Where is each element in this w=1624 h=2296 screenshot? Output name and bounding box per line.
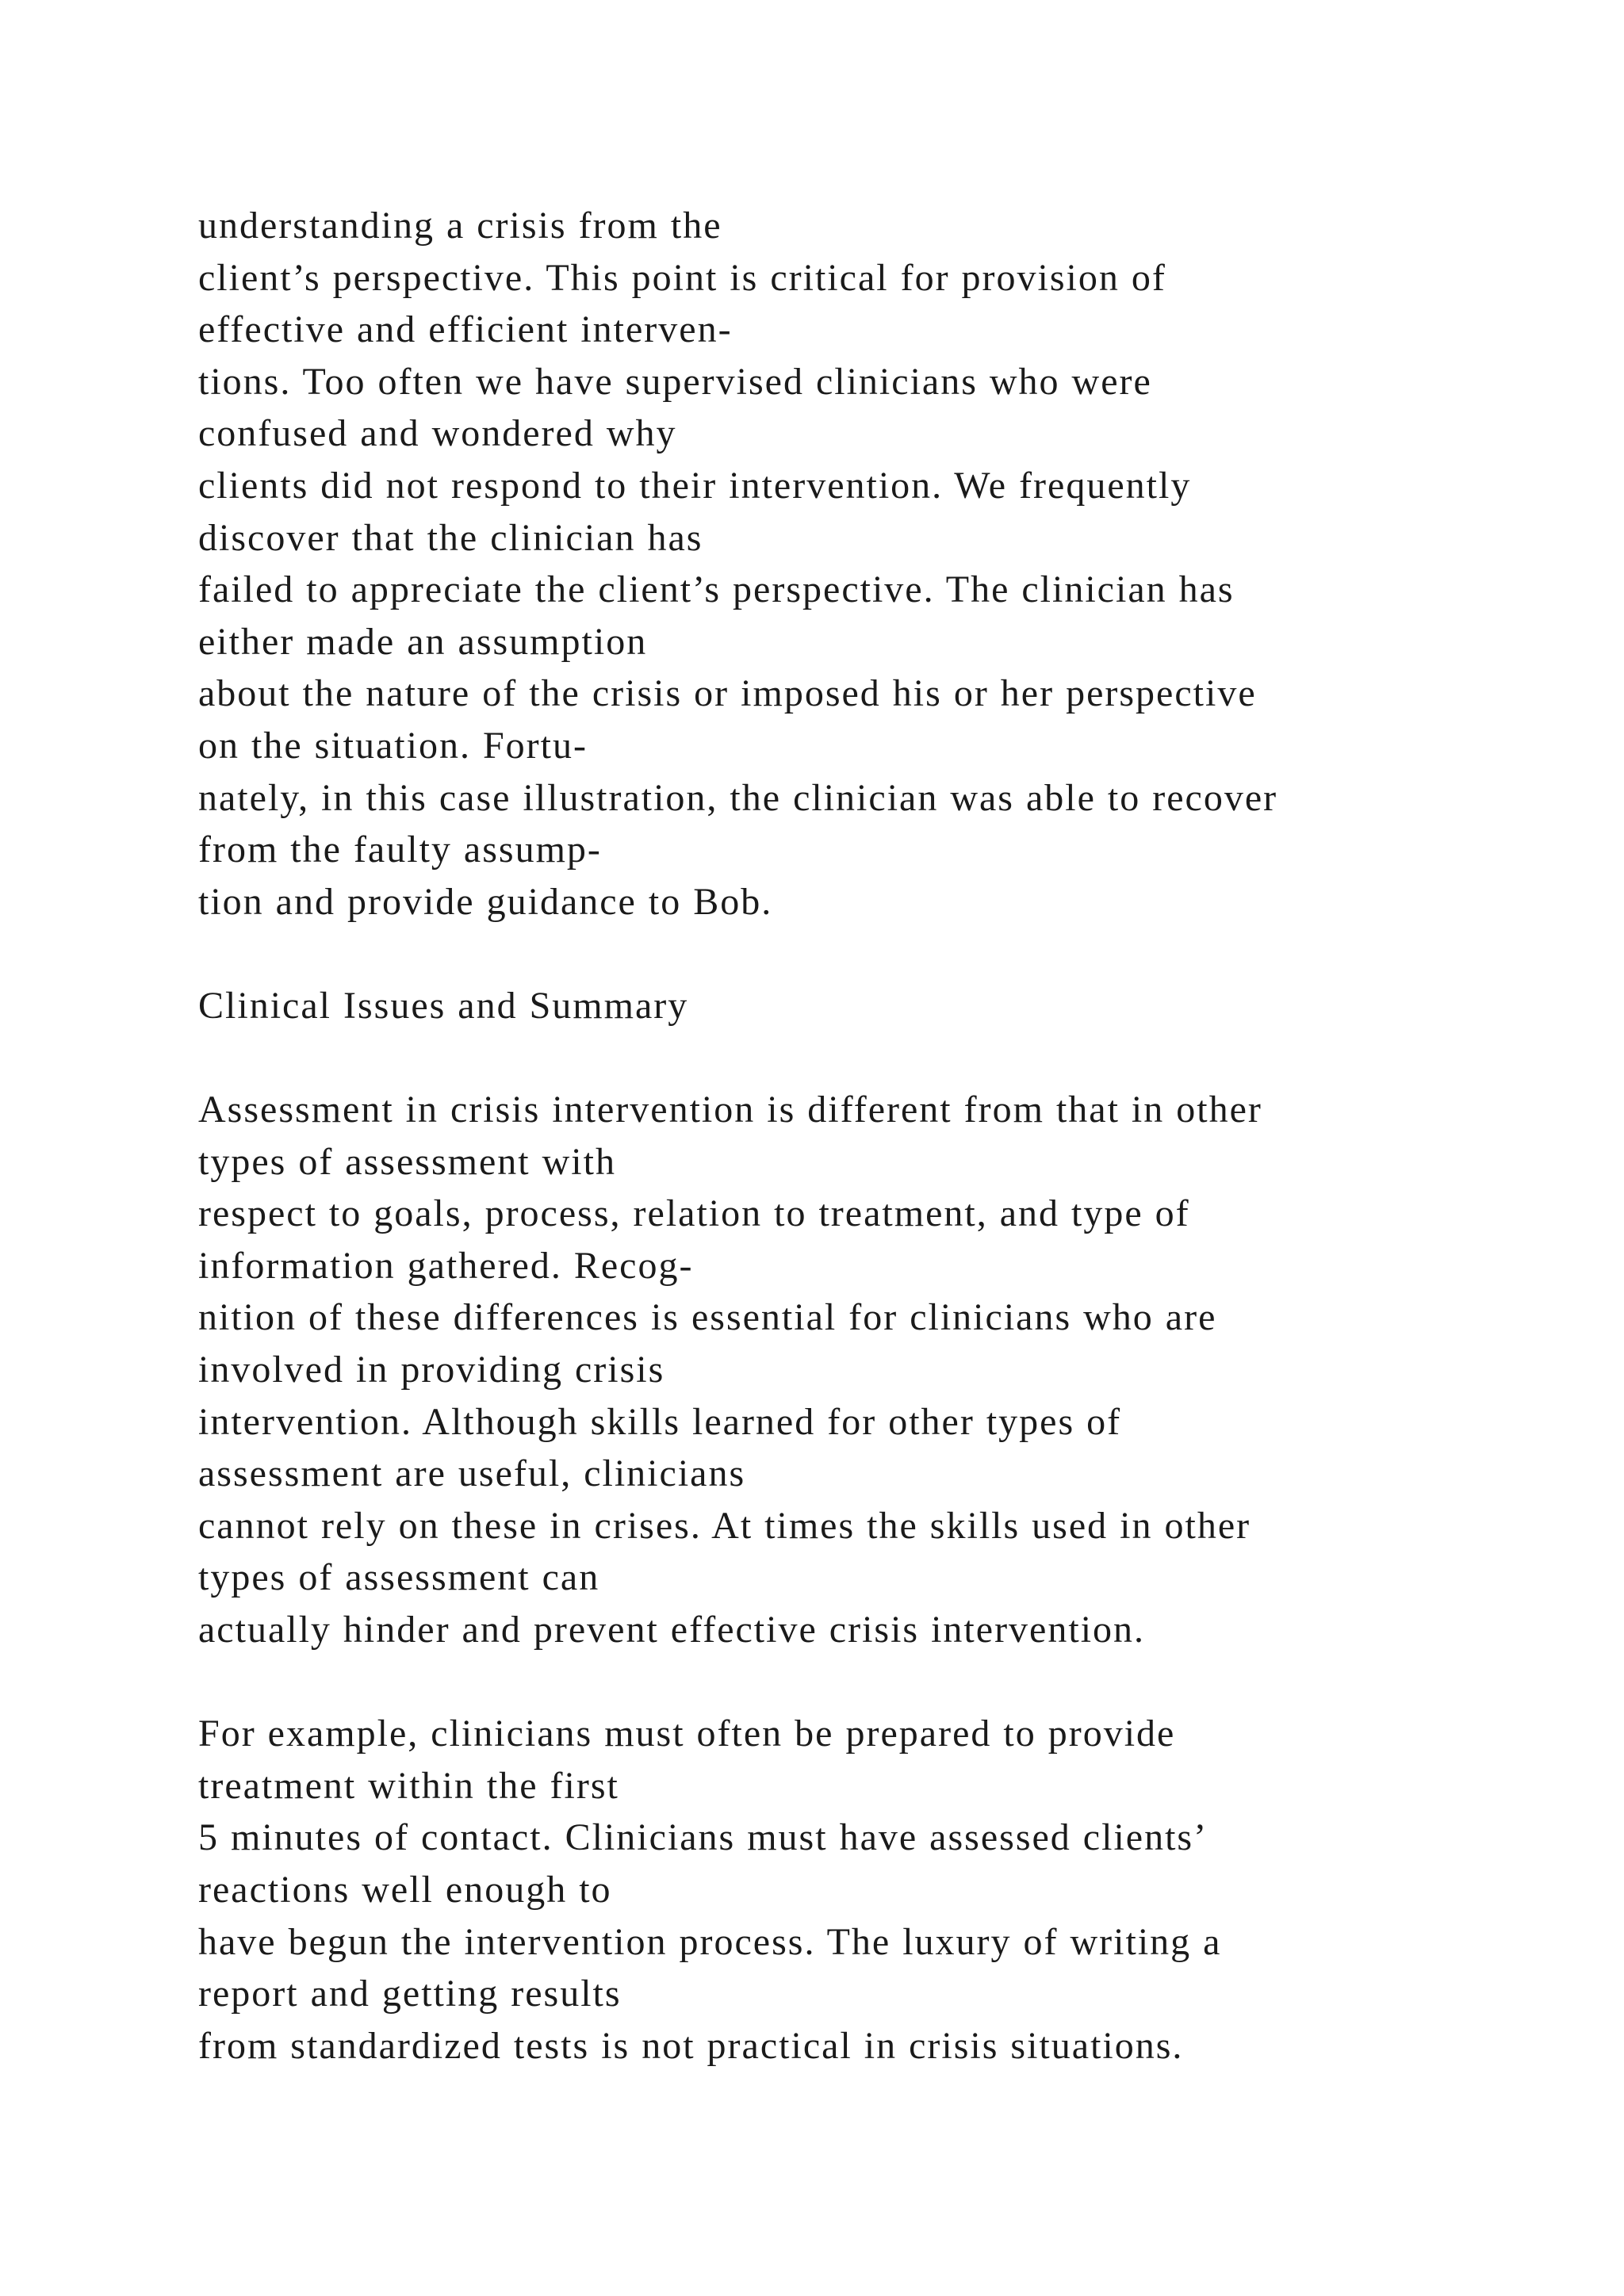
text-line: discover that the clinician has bbox=[198, 516, 703, 559]
text-line: clients did not respond to their intervention. We frequently bbox=[198, 464, 1192, 507]
text-line: client’s perspective. This point is critical for provision of bbox=[198, 256, 1166, 299]
text-line: types of assessment with bbox=[198, 1140, 616, 1183]
text-line: effective and efficient interven- bbox=[198, 308, 733, 351]
text-line: have begun the intervention process. The luxury of writing a bbox=[198, 1920, 1222, 1963]
text-line: report and getting results bbox=[198, 1973, 622, 2015]
text-line: cannot rely on these in crises. At times the skills used in other bbox=[198, 1504, 1251, 1547]
text-line: on the situation. Fortu- bbox=[198, 724, 588, 767]
text-line: actually hinder and prevent effective crisis intervention. bbox=[198, 1609, 1146, 1651]
paragraph-spacer bbox=[198, 1032, 1594, 1085]
paragraph-spacer bbox=[198, 928, 1594, 980]
section-heading: Clinical Issues and Summary bbox=[198, 984, 689, 1027]
text-line: from the faulty assump- bbox=[198, 828, 602, 871]
text-line: from standardized tests is not practical in crisis situations. bbox=[198, 2024, 1184, 2067]
paragraph-spacer bbox=[198, 1656, 1594, 1709]
text-line: about the nature of the crisis or imposed his or her perspective bbox=[198, 672, 1257, 715]
text-line: tions. Too often we have supervised clinicians who were bbox=[198, 360, 1152, 403]
text-line: tion and provide guidance to Bob. bbox=[198, 880, 773, 923]
text-line: reactions well enough to bbox=[198, 1869, 612, 1911]
paragraph-3 bbox=[198, 1708, 1594, 2072]
text-line: For example, clinicians must often be prepared to provide bbox=[198, 1712, 1176, 1755]
paragraph-1 bbox=[198, 200, 1594, 928]
text-line: either made an assumption bbox=[198, 620, 648, 663]
text-line: failed to appreciate the client’s perspective. The clinician has bbox=[198, 568, 1235, 611]
text-line: types of assessment can bbox=[198, 1556, 600, 1599]
text-line: understanding a crisis from the bbox=[198, 205, 722, 247]
text-line: nition of these differences is essential for clinicians who are bbox=[198, 1296, 1217, 1339]
text-line: nately, in this case illustration, the clinician was able to recover bbox=[198, 776, 1278, 819]
text-line: information gathered. Recog- bbox=[198, 1244, 694, 1287]
text-line: respect to goals, process, relation to treatment, and type of bbox=[198, 1192, 1190, 1235]
paragraph-2 bbox=[198, 1084, 1594, 1656]
text-line: confused and wondered why bbox=[198, 412, 677, 455]
document-body bbox=[198, 200, 1594, 2072]
text-line: involved in providing crisis bbox=[198, 1349, 665, 1391]
text-line: assessment are useful, clinicians bbox=[198, 1452, 746, 1495]
text-line: treatment within the first bbox=[198, 1764, 619, 1807]
text-line: intervention. Although skills learned for other types of bbox=[198, 1400, 1122, 1443]
text-line: 5 minutes of contact. Clinicians must have assessed clients’ bbox=[198, 1816, 1208, 1859]
text-line: Assessment in crisis intervention is different from that in other bbox=[198, 1089, 1262, 1131]
